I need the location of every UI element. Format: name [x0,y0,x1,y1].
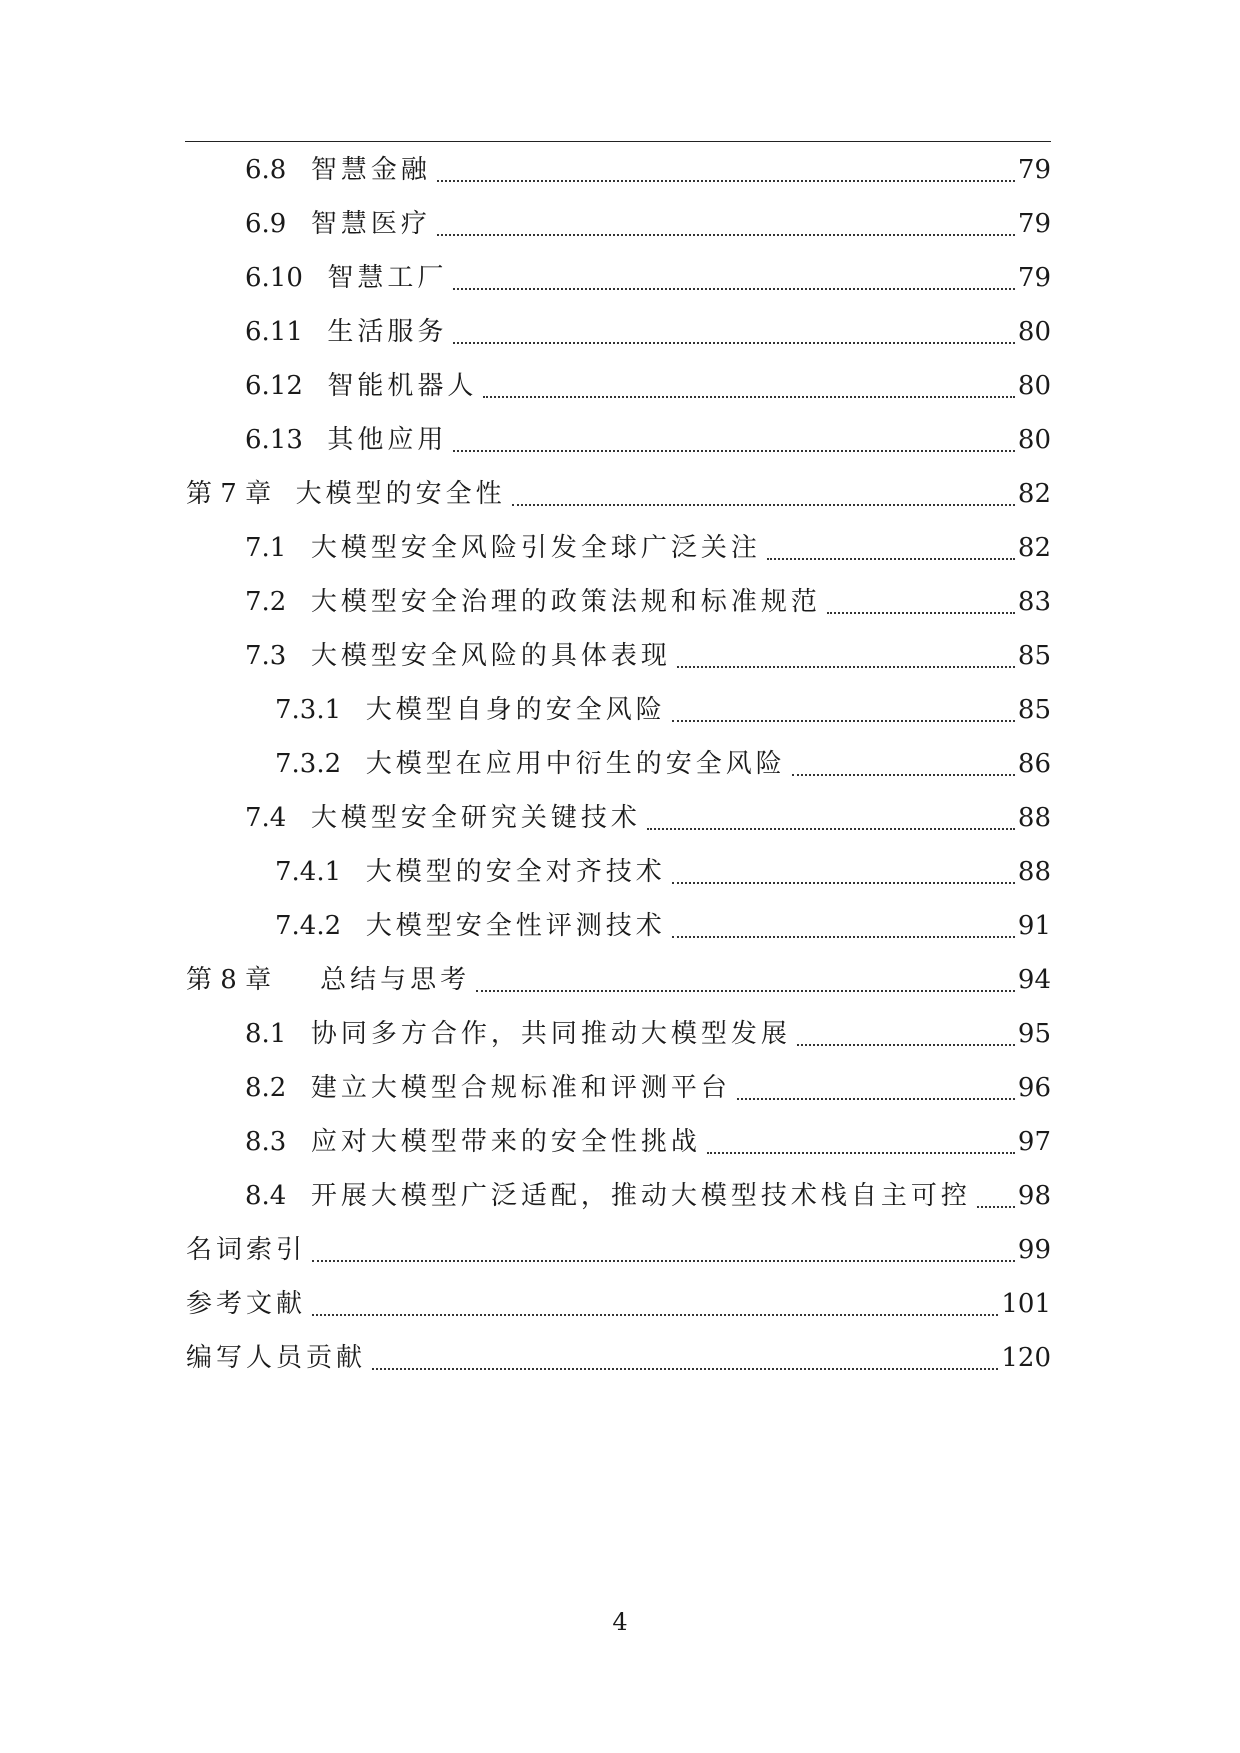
toc-entry-title: 建立大模型合规标准和评测平台 [310,1073,731,1103]
toc-entry-separator [286,209,311,239]
toc-entry[interactable] [0,521,1240,575]
toc-entry-page: 80 [1017,371,1051,401]
toc-entry-page: 85 [1017,641,1051,671]
toc-entry-page: 83 [1017,587,1051,617]
toc-entry[interactable] [0,1007,1240,1061]
toc-entry-page: 88 [1017,857,1051,887]
toc-entry-separator [286,641,311,671]
toc-entry[interactable] [0,197,1240,251]
toc-entry-label [245,305,447,359]
toc-entry[interactable] [0,1331,1240,1385]
toc-entry-label [275,845,666,899]
toc-entry[interactable] [0,575,1240,629]
toc-entry-number: 8.2 [245,1073,287,1103]
toc-entry-label [245,143,431,197]
toc-dot-leader [372,1368,998,1370]
toc-entry[interactable] [0,1061,1240,1115]
toc-entry-label [275,683,666,737]
toc-entry-page: 101 [1001,1289,1051,1319]
toc-entry[interactable] [0,737,1240,791]
toc-entry-page: 95 [1017,1019,1051,1049]
toc-entry-page: 96 [1017,1073,1051,1103]
toc-entry[interactable] [0,467,1240,521]
toc-entry-number: 6.8 [245,155,287,185]
toc-dot-leader [312,1314,998,1316]
toc-entry-title: 大模型自身的安全风险 [365,695,666,725]
toc-entry-page: 82 [1017,479,1051,509]
toc-dot-leader [437,180,1015,182]
toc-entry-title: 智慧金融 [310,155,431,185]
toc-entry-label [245,791,641,845]
toc-entry-label [245,197,431,251]
toc-entry[interactable] [0,413,1240,467]
toc-entry-page: 99 [1017,1235,1051,1265]
toc-entry[interactable] [0,1277,1240,1331]
toc-entry-title: 智慧工厂 [327,263,448,293]
toc-entry-page: 91 [1017,911,1051,941]
toc-entry[interactable] [0,1169,1240,1223]
toc-entry-title: 应对大模型带来的安全性挑战 [310,1127,701,1157]
toc-dot-leader [672,720,1015,722]
toc-entry-separator [271,479,296,509]
toc-entry[interactable] [0,683,1240,737]
toc-entry[interactable] [0,791,1240,845]
toc-entry-separator [303,263,328,293]
toc-entry-label [245,413,447,467]
toc-dot-leader [437,234,1015,236]
toc-dot-leader [672,936,1015,938]
toc-entry[interactable] [0,143,1240,197]
toc-entry-number: 8.4 [245,1181,287,1211]
toc-entry-number: 8.1 [245,1019,287,1049]
toc-entry-label [245,1169,971,1223]
toc-entry-separator [286,1073,311,1103]
toc-entry-title: 名词索引 [186,1235,307,1265]
toc-entry-label [245,1007,791,1061]
toc-entry-label [245,1061,731,1115]
toc-entry-number: 7.1 [245,533,287,563]
toc-dot-leader [707,1152,1015,1154]
toc-entry-title: 总结与思考 [320,965,471,995]
toc-dot-leader [512,504,1015,506]
toc-entry-page: 85 [1017,695,1051,725]
toc-entry-separator [341,749,366,779]
toc-dot-leader [483,396,1014,398]
toc-entry-number: 6.12 [245,371,303,401]
toc-entry-label [245,1115,701,1169]
toc-dot-leader [453,450,1014,452]
toc-entry-number: 第 8 章 [186,965,272,995]
toc-entry-title: 大模型的安全对齐技术 [365,857,666,887]
toc-entry-title: 生活服务 [327,317,448,347]
toc-entry-title: 大模型在应用中衍生的安全风险 [365,749,786,779]
toc-dot-leader [797,1044,1015,1046]
toc-entry[interactable] [0,899,1240,953]
toc-dot-leader [453,288,1014,290]
toc-entry[interactable] [0,953,1240,1007]
toc-entry-separator [303,425,328,455]
toc-entry-separator [286,1181,311,1211]
toc-entry-separator [286,155,311,185]
toc-dot-leader [453,342,1014,344]
toc-entry-label [275,899,666,953]
toc-entry-title: 大模型的安全性 [295,479,506,509]
toc-entry[interactable] [0,845,1240,899]
toc-entry-separator [341,857,366,887]
toc-entry-separator [286,533,311,563]
table-of-contents [0,143,1240,1385]
toc-entry-page: 97 [1017,1127,1051,1157]
toc-entry-number: 6.11 [245,317,303,347]
toc-entry-number: 6.13 [245,425,303,455]
toc-entry-title: 大模型安全风险引发全球广泛关注 [310,533,761,563]
toc-entry-label [245,359,477,413]
toc-entry-page: 86 [1017,749,1051,779]
toc-entry-number: 7.4.1 [275,857,342,887]
toc-entry-label [186,1331,366,1385]
toc-entry-title: 大模型安全性评测技术 [365,911,666,941]
toc-dot-leader [312,1260,1015,1262]
toc-entry[interactable] [0,629,1240,683]
toc-entry-title: 协同多方合作，共同推动大模型发展 [310,1019,791,1049]
header-rule [185,141,1051,142]
toc-entry-number: 7.4 [245,803,287,833]
toc-entry-number: 7.3.1 [275,695,342,725]
toc-dot-leader [827,612,1015,614]
toc-entry-label [275,737,786,791]
toc-entry-label [186,953,470,1007]
toc-dot-leader [647,828,1015,830]
toc-entry-title: 编写人员贡献 [186,1343,367,1373]
toc-dot-leader [476,990,1015,992]
toc-entry-separator [271,965,320,995]
toc-dot-leader [792,774,1015,776]
toc-dot-leader [672,882,1015,884]
toc-entry-separator [303,317,328,347]
toc-entry-number: 7.3.2 [275,749,342,779]
toc-entry[interactable] [0,359,1240,413]
toc-entry-number: 6.9 [245,209,287,239]
toc-entry[interactable] [0,305,1240,359]
toc-entry-title: 大模型安全治理的政策法规和标准规范 [310,587,821,617]
toc-entry-separator [286,803,311,833]
toc-entry-separator [286,1127,311,1157]
toc-entry-separator [286,1019,311,1049]
toc-entry-page: 98 [1017,1181,1051,1211]
toc-entry[interactable] [0,251,1240,305]
toc-entry-label [186,1277,306,1331]
toc-entry-title: 大模型安全风险的具体表现 [310,641,671,671]
toc-entry-label [245,629,671,683]
toc-entry-page: 80 [1017,317,1051,347]
toc-entry-title: 其他应用 [327,425,448,455]
toc-entry-page: 79 [1017,155,1051,185]
toc-entry-page: 88 [1017,803,1051,833]
toc-entry-title: 智慧医疗 [310,209,431,239]
toc-entry-label [186,467,506,521]
toc-entry-page: 94 [1017,965,1051,995]
toc-entry-page: 79 [1017,209,1051,239]
toc-entry-number: 7.3 [245,641,287,671]
toc-entry-title: 智能机器人 [327,371,478,401]
toc-entry-label [186,1223,306,1277]
toc-entry-separator [341,911,366,941]
toc-entry-separator [303,371,328,401]
toc-entry[interactable] [0,1115,1240,1169]
toc-entry-separator [341,695,366,725]
toc-dot-leader [977,1206,1015,1208]
toc-dot-leader [767,558,1015,560]
toc-entry-title: 开展大模型广泛适配，推动大模型技术栈自主可控 [310,1181,971,1211]
toc-entry-page: 79 [1017,263,1051,293]
toc-entry-label [245,575,821,629]
toc-entry-number: 8.3 [245,1127,287,1157]
toc-entry-page: 80 [1017,425,1051,455]
toc-entry[interactable] [0,1223,1240,1277]
toc-entry-title: 参考文献 [186,1289,307,1319]
toc-entry-label [245,251,447,305]
toc-dot-leader [677,666,1015,668]
toc-entry-page: 120 [1001,1343,1051,1373]
toc-entry-number: 第 7 章 [186,479,272,509]
toc-entry-separator [286,587,311,617]
toc-entry-number: 7.4.2 [275,911,342,941]
toc-entry-number: 6.10 [245,263,303,293]
page-number: 4 [612,1608,628,1636]
toc-entry-page: 82 [1017,533,1051,563]
toc-entry-number: 7.2 [245,587,287,617]
toc-entry-label [245,521,761,575]
toc-dot-leader [737,1098,1015,1100]
toc-entry-title: 大模型安全研究关键技术 [310,803,641,833]
